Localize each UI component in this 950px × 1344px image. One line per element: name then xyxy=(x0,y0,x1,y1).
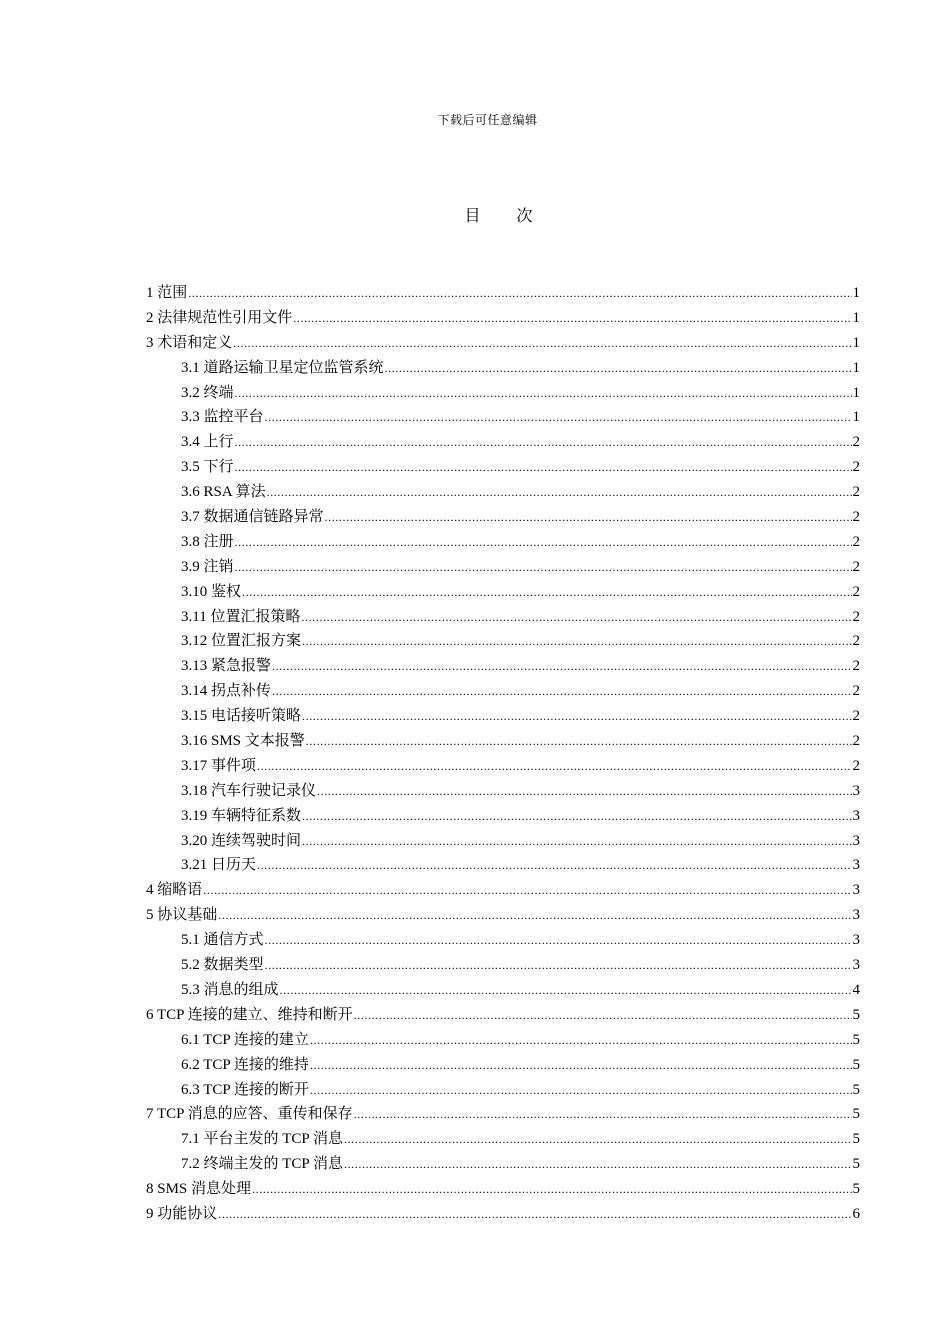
toc-dot-leader xyxy=(257,853,851,878)
toc-entry[interactable] xyxy=(146,580,860,605)
toc-entry-label: 3.12 位置汇报方案 xyxy=(181,633,302,650)
toc-entry-page-number: 3 xyxy=(852,932,860,949)
toc-entry-label: 3.10 鉴权 xyxy=(181,583,242,600)
toc-dot-leader xyxy=(301,605,851,630)
toc-entry-label: 4 缩略语 xyxy=(146,882,203,899)
toc-dot-leader xyxy=(317,779,851,804)
toc-entry-page-number: 3 xyxy=(852,882,860,899)
toc-dot-leader xyxy=(344,1152,852,1177)
toc-entry-label: 3.21 日历天 xyxy=(181,857,257,874)
toc-dot-leader xyxy=(233,331,851,356)
toc-dot-leader xyxy=(306,729,852,754)
toc-entry-label: 3.4 上行 xyxy=(181,434,234,451)
toc-entry-page-number: 6 xyxy=(852,1205,860,1222)
toc-entry-label: 6.1 TCP 连接的建立 xyxy=(181,1031,309,1048)
toc-entry[interactable] xyxy=(146,978,860,1003)
toc-entry[interactable] xyxy=(146,903,860,928)
toc-entry-label: 9 功能协议 xyxy=(146,1205,218,1222)
toc-entry-label: 3.8 注册 xyxy=(181,533,234,550)
toc-dot-leader xyxy=(218,903,851,928)
toc-entry-label: 3.20 连续驾驶时间 xyxy=(181,832,302,849)
toc-entry-page-number: 3 xyxy=(852,907,860,924)
toc-entry-page-number: 5 xyxy=(852,1006,860,1023)
toc-entry[interactable] xyxy=(146,953,860,978)
toc-entry[interactable] xyxy=(146,1053,860,1078)
toc-entry-label: 3.13 紧急报警 xyxy=(181,658,272,675)
toc-entry[interactable] xyxy=(146,1202,860,1227)
toc-entry-label: 7 TCP 消息的应答、重传和保存 xyxy=(146,1106,353,1123)
toc-entry[interactable] xyxy=(146,704,860,729)
toc-entry-page-number: 2 xyxy=(852,633,860,650)
toc-entry-page-number: 2 xyxy=(852,434,860,451)
toc-entry-page-number: 1 xyxy=(852,384,860,401)
toc-entry[interactable] xyxy=(146,430,860,455)
toc-entry[interactable] xyxy=(146,629,860,654)
page-title: 目 次 xyxy=(464,208,549,225)
toc-entry[interactable] xyxy=(146,505,860,530)
toc-dot-leader xyxy=(235,455,852,480)
toc-dot-leader xyxy=(310,1053,852,1078)
toc-dot-leader xyxy=(325,505,852,530)
toc-entry-page-number: 2 xyxy=(852,558,860,575)
toc-entry[interactable] xyxy=(146,1102,860,1127)
toc-dot-leader xyxy=(265,405,852,430)
toc-entry[interactable] xyxy=(146,405,860,430)
toc-entry[interactable] xyxy=(146,853,860,878)
toc-dot-leader xyxy=(272,654,851,679)
toc-entry-page-number: 2 xyxy=(852,683,860,700)
toc-entry[interactable] xyxy=(146,1177,860,1202)
toc-entry[interactable] xyxy=(146,729,860,754)
toc-entry-label: 3.1 道路运输卫星定位监管系统 xyxy=(181,359,384,376)
toc-entry[interactable] xyxy=(146,331,860,356)
toc-dot-leader xyxy=(235,555,852,580)
toc-entry[interactable] xyxy=(146,306,860,331)
toc-entry-label: 3.3 监控平台 xyxy=(181,409,264,426)
toc-entry[interactable] xyxy=(146,928,860,953)
toc-entry-label: 6.3 TCP 连接的断开 xyxy=(181,1081,309,1098)
toc-entry-label: 5.2 数据类型 xyxy=(181,957,264,974)
toc-dot-leader xyxy=(188,281,851,306)
toc-entry-label: 6 TCP 连接的建立、维持和断开 xyxy=(146,1006,353,1023)
toc-entry-page-number: 5 xyxy=(852,1031,860,1048)
toc-dot-leader xyxy=(302,629,851,654)
toc-entry-page-number: 2 xyxy=(852,757,860,774)
toc-entry-label: 3.5 下行 xyxy=(181,459,234,476)
toc-entry-label: 7.1 平台主发的 TCP 消息 xyxy=(181,1131,343,1148)
toc-dot-leader xyxy=(354,1102,852,1127)
toc-dot-leader xyxy=(267,480,852,505)
table-of-contents xyxy=(146,281,860,1227)
header-note: 下载后可任意编辑 xyxy=(437,113,538,127)
toc-dot-leader xyxy=(218,1202,851,1227)
toc-entry-page-number: 2 xyxy=(852,708,860,725)
toc-entry-label: 5.1 通信方式 xyxy=(181,932,264,949)
toc-entry-label: 3.14 拐点补传 xyxy=(181,683,272,700)
toc-dot-leader xyxy=(252,1177,851,1202)
toc-entry[interactable] xyxy=(146,829,860,854)
toc-entry-label: 2 法律规范性引用文件 xyxy=(146,309,293,326)
toc-dot-leader xyxy=(385,356,852,381)
toc-entry-page-number: 2 xyxy=(852,459,860,476)
toc-entry[interactable] xyxy=(146,605,860,630)
toc-entry-page-number: 2 xyxy=(852,733,860,750)
toc-dot-leader xyxy=(242,580,851,605)
toc-entry[interactable] xyxy=(146,1078,860,1103)
toc-entry[interactable] xyxy=(146,878,860,903)
toc-dot-leader xyxy=(272,679,851,704)
toc-entry-label: 5.3 消息的组成 xyxy=(181,981,279,998)
toc-entry-label: 3.19 车辆特征系数 xyxy=(181,807,302,824)
toc-dot-leader xyxy=(344,1127,852,1152)
toc-dot-leader xyxy=(280,978,852,1003)
toc-entry-label: 3.11 位置汇报策略 xyxy=(181,608,301,625)
toc-entry-page-number: 2 xyxy=(852,583,860,600)
toc-entry[interactable] xyxy=(146,281,860,306)
toc-entry[interactable] xyxy=(146,1152,860,1177)
toc-entry[interactable] xyxy=(146,754,860,779)
toc-dot-leader xyxy=(203,878,851,903)
toc-entry-page-number: 1 xyxy=(852,359,860,376)
toc-entry[interactable] xyxy=(146,530,860,555)
toc-entry-label: 3.17 事件项 xyxy=(181,757,257,774)
toc-entry-label: 7.2 终端主发的 TCP 消息 xyxy=(181,1156,343,1173)
toc-entry-page-number: 5 xyxy=(852,1181,860,1198)
toc-entry-page-number: 2 xyxy=(852,533,860,550)
toc-dot-leader xyxy=(265,928,852,953)
toc-dot-leader xyxy=(354,1003,852,1028)
toc-entry-label: 3.15 电话接听策略 xyxy=(181,708,302,725)
toc-dot-leader xyxy=(235,430,852,455)
toc-entry-page-number: 1 xyxy=(852,409,860,426)
toc-dot-leader xyxy=(265,953,852,978)
toc-entry-label: 6.2 TCP 连接的维持 xyxy=(181,1056,309,1073)
toc-entry-label: 3 术语和定义 xyxy=(146,334,233,351)
toc-entry-page-number: 5 xyxy=(852,1156,860,1173)
toc-dot-leader xyxy=(310,1028,852,1053)
toc-dot-leader xyxy=(257,754,851,779)
toc-dot-leader xyxy=(293,306,851,331)
toc-entry-page-number: 2 xyxy=(852,484,860,501)
toc-dot-leader xyxy=(235,530,852,555)
toc-entry-page-number: 5 xyxy=(852,1081,860,1098)
toc-entry-label: 3.2 终端 xyxy=(181,384,234,401)
toc-entry-label: 8 SMS 消息处理 xyxy=(146,1181,252,1198)
toc-entry-page-number: 3 xyxy=(852,832,860,849)
toc-entry[interactable] xyxy=(146,480,860,505)
toc-entry-label: 3.18 汽车行驶记录仪 xyxy=(181,782,317,799)
toc-entry-label: 5 协议基础 xyxy=(146,907,218,924)
toc-entry-page-number: 2 xyxy=(852,658,860,675)
toc-dot-leader xyxy=(302,704,851,729)
toc-entry-page-number: 1 xyxy=(852,309,860,326)
toc-entry-page-number: 3 xyxy=(852,957,860,974)
toc-entry[interactable] xyxy=(146,381,860,406)
toc-entry[interactable] xyxy=(146,455,860,480)
toc-entry-label: 1 范围 xyxy=(146,285,188,301)
toc-entry[interactable] xyxy=(146,356,860,381)
toc-dot-leader xyxy=(302,804,851,829)
toc-entry-page-number: 2 xyxy=(852,509,860,526)
toc-entry-page-number: 2 xyxy=(852,608,860,625)
toc-entry-page-number: 5 xyxy=(852,1056,860,1073)
toc-entry-label: 3.6 RSA 算法 xyxy=(181,484,266,501)
toc-entry-page-number: 1 xyxy=(852,334,860,351)
toc-entry[interactable] xyxy=(146,804,860,829)
toc-entry[interactable] xyxy=(146,654,860,679)
toc-dot-leader xyxy=(302,829,851,854)
toc-entry-page-number: 3 xyxy=(852,857,860,874)
toc-entry[interactable] xyxy=(146,779,860,804)
toc-entry-label: 3.9 注销 xyxy=(181,558,234,575)
toc-entry-page-number: 5 xyxy=(852,1106,860,1123)
toc-entry[interactable] xyxy=(146,1028,860,1053)
toc-entry-page-number: 5 xyxy=(852,1131,860,1148)
toc-entry[interactable] xyxy=(146,555,860,580)
toc-dot-leader xyxy=(310,1078,852,1103)
toc-dot-leader xyxy=(235,381,852,406)
toc-entry-page-number: 3 xyxy=(852,807,860,824)
toc-entry-page-number: 4 xyxy=(852,981,860,998)
toc-entry[interactable] xyxy=(146,1003,860,1028)
toc-entry[interactable] xyxy=(146,1127,860,1152)
toc-entry-page-number: 1 xyxy=(852,285,860,301)
toc-entry-label: 3.7 数据通信链路异常 xyxy=(181,509,324,526)
toc-entry-page-number: 3 xyxy=(852,782,860,799)
toc-entry[interactable] xyxy=(146,679,860,704)
toc-entry-label: 3.16 SMS 文本报警 xyxy=(181,733,305,750)
